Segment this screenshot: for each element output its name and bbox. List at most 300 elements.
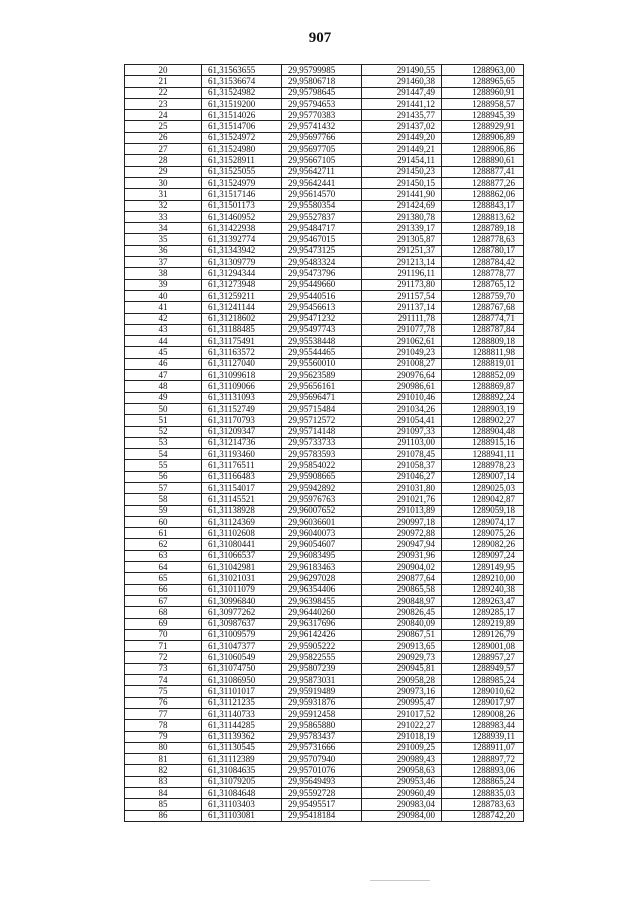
longitude-cell: 29,95696471 [282,392,362,403]
latitude-cell: 61,31079205 [202,776,282,787]
latitude-cell: 61,30996840 [202,595,282,606]
point-number-cell: 79 [125,731,202,742]
longitude-cell: 29,95642441 [282,177,362,188]
x-coordinate-cell: 291111,78 [362,313,442,324]
y-coordinate-cell: 1288941,11 [442,449,524,460]
y-coordinate-cell: 1288985,24 [442,675,524,686]
x-coordinate-cell: 291103,00 [362,437,442,448]
table-row [125,324,524,335]
latitude-cell: 61,30987637 [202,618,282,629]
x-coordinate-cell: 291034,26 [362,403,442,414]
y-coordinate-cell: 1288983,44 [442,720,524,731]
y-coordinate-cell: 1288789,18 [442,223,524,234]
point-number-cell: 54 [125,449,202,460]
latitude-cell: 61,31066537 [202,550,282,561]
point-number-cell: 33 [125,211,202,222]
longitude-cell: 29,95473796 [282,268,362,279]
latitude-cell: 61,31188485 [202,324,282,335]
point-number-cell: 59 [125,505,202,516]
point-number-cell: 44 [125,336,202,347]
point-number-cell: 53 [125,437,202,448]
longitude-cell: 29,95580354 [282,200,362,211]
table-row [125,686,524,697]
point-number-cell: 25 [125,121,202,132]
table-row [125,697,524,708]
y-coordinate-cell: 1288957,27 [442,652,524,663]
y-coordinate-cell: 1289285,17 [442,607,524,618]
x-coordinate-cell: 290984,00 [362,810,442,821]
longitude-cell: 29,95449660 [282,279,362,290]
latitude-cell: 61,31514706 [202,121,282,132]
table-row [125,788,524,799]
y-coordinate-cell: 1288949,57 [442,663,524,674]
table-row [125,302,524,313]
longitude-cell: 29,96297028 [282,573,362,584]
table-row [125,381,524,392]
latitude-cell: 61,31524972 [202,132,282,143]
point-number-cell: 26 [125,132,202,143]
latitude-cell: 61,31047377 [202,641,282,652]
x-coordinate-cell: 290973,16 [362,686,442,697]
point-number-cell: 39 [125,279,202,290]
x-coordinate-cell: 291018,19 [362,731,442,742]
latitude-cell: 61,31170793 [202,415,282,426]
table-row [125,742,524,753]
table-row [125,731,524,742]
longitude-cell: 29,95471232 [282,313,362,324]
table-row [125,516,524,527]
longitude-cell: 29,95854022 [282,460,362,471]
table-row [125,370,524,381]
longitude-cell: 29,95697766 [282,132,362,143]
table-row [125,720,524,731]
longitude-cell: 29,95806718 [282,76,362,87]
y-coordinate-cell: 1288813,62 [442,211,524,222]
point-number-cell: 71 [125,641,202,652]
y-coordinate-cell: 1288965,65 [442,76,524,87]
point-number-cell: 24 [125,110,202,121]
x-coordinate-cell: 291013,89 [362,505,442,516]
point-number-cell: 36 [125,245,202,256]
point-number-cell: 31 [125,189,202,200]
x-coordinate-cell: 291441,90 [362,189,442,200]
y-coordinate-cell: 1288843,17 [442,200,524,211]
longitude-cell: 29,96007652 [282,505,362,516]
table-row [125,460,524,471]
latitude-cell: 61,31343942 [202,245,282,256]
point-number-cell: 41 [125,302,202,313]
latitude-cell: 61,31519200 [202,98,282,109]
longitude-cell: 29,95807239 [282,663,362,674]
y-coordinate-cell: 1288852,09 [442,370,524,381]
latitude-cell: 61,31144285 [202,720,282,731]
table-row [125,336,524,347]
x-coordinate-cell: 290877,64 [362,573,442,584]
longitude-cell: 29,95484717 [282,223,362,234]
latitude-cell: 61,31392774 [202,234,282,245]
x-coordinate-cell: 291021,76 [362,494,442,505]
y-coordinate-cell: 1288906,86 [442,144,524,155]
longitude-cell: 29,95495517 [282,799,362,810]
point-number-cell: 85 [125,799,202,810]
x-coordinate-cell: 290997,18 [362,516,442,527]
table-row [125,629,524,640]
latitude-cell: 61,31011079 [202,584,282,595]
y-coordinate-cell: 1289007,14 [442,471,524,482]
latitude-cell: 61,31145521 [202,494,282,505]
longitude-cell: 29,96317696 [282,618,362,629]
longitude-cell: 29,95919489 [282,686,362,697]
point-number-cell: 86 [125,810,202,821]
y-coordinate-cell: 1288960,91 [442,87,524,98]
point-number-cell: 81 [125,754,202,765]
coordinates-table [124,64,524,822]
latitude-cell: 61,31524979 [202,177,282,188]
table-row [125,200,524,211]
longitude-cell: 29,95908665 [282,471,362,482]
longitude-cell: 29,96142426 [282,629,362,640]
longitude-cell: 29,95798645 [282,87,362,98]
point-number-cell: 56 [125,471,202,482]
x-coordinate-cell: 291450,23 [362,166,442,177]
latitude-cell: 61,31501173 [202,200,282,211]
point-number-cell: 65 [125,573,202,584]
x-coordinate-cell: 290995,47 [362,697,442,708]
table-row [125,528,524,539]
x-coordinate-cell: 291078,45 [362,449,442,460]
longitude-cell: 29,95794653 [282,98,362,109]
x-coordinate-cell: 290989,43 [362,754,442,765]
table-row [125,166,524,177]
point-number-cell: 42 [125,313,202,324]
longitude-cell: 29,95544465 [282,347,362,358]
y-coordinate-cell: 1289042,87 [442,494,524,505]
y-coordinate-cell: 1288939,11 [442,731,524,742]
y-coordinate-cell: 1288890,61 [442,155,524,166]
x-coordinate-cell: 291437,02 [362,121,442,132]
y-coordinate-cell: 1288774,71 [442,313,524,324]
x-coordinate-cell: 290945,81 [362,663,442,674]
table-row [125,426,524,437]
longitude-cell: 29,96054607 [282,539,362,550]
longitude-cell: 29,96036601 [282,516,362,527]
table-row [125,110,524,121]
latitude-cell: 61,31241144 [202,302,282,313]
point-number-cell: 80 [125,742,202,753]
table-row [125,539,524,550]
latitude-cell: 61,31080441 [202,539,282,550]
latitude-cell: 61,31103081 [202,810,282,821]
latitude-cell: 61,31193460 [202,449,282,460]
point-number-cell: 78 [125,720,202,731]
point-number-cell: 68 [125,607,202,618]
y-coordinate-cell: 1288835,03 [442,788,524,799]
point-number-cell: 83 [125,776,202,787]
table-row [125,776,524,787]
latitude-cell: 61,31154017 [202,482,282,493]
y-coordinate-cell: 1289008,26 [442,708,524,719]
latitude-cell: 61,31528911 [202,155,282,166]
table-row [125,505,524,516]
y-coordinate-cell: 1288911,07 [442,742,524,753]
x-coordinate-cell: 291097,33 [362,426,442,437]
latitude-cell: 61,31460952 [202,211,282,222]
longitude-cell: 29,95783593 [282,449,362,460]
point-number-cell: 77 [125,708,202,719]
point-number-cell: 75 [125,686,202,697]
y-coordinate-cell: 1289097,24 [442,550,524,561]
table-row [125,618,524,629]
table-row [125,234,524,245]
point-number-cell: 52 [125,426,202,437]
y-coordinate-cell: 1288767,68 [442,302,524,313]
x-coordinate-cell: 291157,54 [362,290,442,301]
x-coordinate-cell: 291441,12 [362,98,442,109]
y-coordinate-cell: 1288787,84 [442,324,524,335]
longitude-cell: 29,95697705 [282,144,362,155]
table-row [125,765,524,776]
x-coordinate-cell: 291017,52 [362,708,442,719]
point-number-cell: 48 [125,381,202,392]
latitude-cell: 61,31140733 [202,708,282,719]
y-coordinate-cell: 1288897,72 [442,754,524,765]
y-coordinate-cell: 1289025,03 [442,482,524,493]
latitude-cell: 61,31214736 [202,437,282,448]
longitude-cell: 29,95623589 [282,370,362,381]
longitude-cell: 29,95642711 [282,166,362,177]
latitude-cell: 61,31163572 [202,347,282,358]
table-row [125,87,524,98]
longitude-cell: 29,95770383 [282,110,362,121]
y-coordinate-cell: 1288811,98 [442,347,524,358]
x-coordinate-cell: 290904,02 [362,562,442,573]
longitude-cell: 29,95873031 [282,675,362,686]
point-number-cell: 30 [125,177,202,188]
x-coordinate-cell: 290913,65 [362,641,442,652]
y-coordinate-cell: 1288903,19 [442,403,524,414]
x-coordinate-cell: 291196,11 [362,268,442,279]
table-row [125,641,524,652]
latitude-cell: 61,31074750 [202,663,282,674]
x-coordinate-cell: 291049,23 [362,347,442,358]
x-coordinate-cell: 291251,37 [362,245,442,256]
table-row [125,449,524,460]
longitude-cell: 29,95473125 [282,245,362,256]
point-number-cell: 73 [125,663,202,674]
table-row [125,482,524,493]
y-coordinate-cell: 1288759,70 [442,290,524,301]
x-coordinate-cell: 291010,46 [362,392,442,403]
y-coordinate-cell: 1289149,95 [442,562,524,573]
latitude-cell: 61,31130545 [202,742,282,753]
latitude-cell: 61,31138928 [202,505,282,516]
table-row [125,121,524,132]
table-row [125,358,524,369]
x-coordinate-cell: 291058,37 [362,460,442,471]
longitude-cell: 29,95707940 [282,754,362,765]
y-coordinate-cell: 1288862,06 [442,189,524,200]
longitude-cell: 29,96183463 [282,562,362,573]
y-coordinate-cell: 1288765,12 [442,279,524,290]
x-coordinate-cell: 291450,15 [362,177,442,188]
page-number: 907 [308,30,332,46]
latitude-cell: 61,31152749 [202,403,282,414]
latitude-cell: 61,31124369 [202,516,282,527]
longitude-cell: 29,95592728 [282,788,362,799]
point-number-cell: 72 [125,652,202,663]
longitude-cell: 29,95560010 [282,358,362,369]
longitude-cell: 29,95440516 [282,290,362,301]
latitude-cell: 61,31127040 [202,358,282,369]
longitude-cell: 29,95865880 [282,720,362,731]
latitude-cell: 61,31009579 [202,629,282,640]
latitude-cell: 61,31175491 [202,336,282,347]
x-coordinate-cell: 291031,80 [362,482,442,493]
point-number-cell: 50 [125,403,202,414]
longitude-cell: 29,96440260 [282,607,362,618]
longitude-cell: 29,96354406 [282,584,362,595]
point-number-cell: 69 [125,618,202,629]
latitude-cell: 61,31021031 [202,573,282,584]
x-coordinate-cell: 290976,64 [362,370,442,381]
x-coordinate-cell: 291454,11 [362,155,442,166]
point-number-cell: 45 [125,347,202,358]
table-row [125,562,524,573]
table-row [125,675,524,686]
x-coordinate-cell: 291490,55 [362,65,442,76]
latitude-cell: 61,31525055 [202,166,282,177]
x-coordinate-cell: 290953,46 [362,776,442,787]
point-number-cell: 82 [125,765,202,776]
y-coordinate-cell: 1288892,24 [442,392,524,403]
point-number-cell: 29 [125,166,202,177]
table-row [125,471,524,482]
table-row [125,415,524,426]
y-coordinate-cell: 1288742,20 [442,810,524,821]
table-row [125,290,524,301]
latitude-cell: 61,31086950 [202,675,282,686]
longitude-cell: 29,95733733 [282,437,362,448]
latitude-cell: 61,31102608 [202,528,282,539]
x-coordinate-cell: 291077,78 [362,324,442,335]
longitude-cell: 29,95715484 [282,403,362,414]
x-coordinate-cell: 290929,73 [362,652,442,663]
longitude-cell: 29,95701076 [282,765,362,776]
x-coordinate-cell: 291054,41 [362,415,442,426]
table-row [125,279,524,290]
table-row [125,573,524,584]
longitude-cell: 29,95783437 [282,731,362,742]
x-coordinate-cell: 290958,28 [362,675,442,686]
longitude-cell: 29,95712572 [282,415,362,426]
longitude-cell: 29,95799985 [282,65,362,76]
latitude-cell: 61,31422938 [202,223,282,234]
y-coordinate-cell: 1289210,00 [442,573,524,584]
table-row [125,584,524,595]
table-row [125,211,524,222]
table-row [125,494,524,505]
table-row [125,132,524,143]
x-coordinate-cell: 290840,09 [362,618,442,629]
point-number-cell: 84 [125,788,202,799]
y-coordinate-cell: 1288904,48 [442,426,524,437]
point-number-cell: 64 [125,562,202,573]
longitude-cell: 29,95538448 [282,336,362,347]
table-row [125,652,524,663]
table-row [125,810,524,821]
table-row [125,347,524,358]
y-coordinate-cell: 1289082,26 [442,539,524,550]
point-number-cell: 21 [125,76,202,87]
longitude-cell: 29,95667105 [282,155,362,166]
y-coordinate-cell: 1289074,17 [442,516,524,527]
longitude-cell: 29,96083495 [282,550,362,561]
x-coordinate-cell: 291449,21 [362,144,442,155]
longitude-cell: 29,95497743 [282,324,362,335]
y-coordinate-cell: 1288877,41 [442,166,524,177]
x-coordinate-cell: 291424,69 [362,200,442,211]
y-coordinate-cell: 1289263,47 [442,595,524,606]
table-row [125,799,524,810]
y-coordinate-cell: 1289126,79 [442,629,524,640]
y-coordinate-cell: 1288778,63 [442,234,524,245]
table-row [125,76,524,87]
latitude-cell: 61,31524982 [202,87,282,98]
latitude-cell: 61,31563655 [202,65,282,76]
latitude-cell: 61,31099618 [202,370,282,381]
point-number-cell: 55 [125,460,202,471]
y-coordinate-cell: 1288963,00 [442,65,524,76]
point-number-cell: 49 [125,392,202,403]
table-row [125,268,524,279]
x-coordinate-cell: 290960,49 [362,788,442,799]
x-coordinate-cell: 291449,20 [362,132,442,143]
point-number-cell: 28 [125,155,202,166]
point-number-cell: 46 [125,358,202,369]
x-coordinate-cell: 291380,78 [362,211,442,222]
y-coordinate-cell: 1288915,16 [442,437,524,448]
longitude-cell: 29,95931876 [282,697,362,708]
point-number-cell: 67 [125,595,202,606]
longitude-cell: 29,95741432 [282,121,362,132]
x-coordinate-cell: 290958,63 [362,765,442,776]
y-coordinate-cell: 1288819,01 [442,358,524,369]
y-coordinate-cell: 1288945,39 [442,110,524,121]
x-coordinate-cell: 291046,27 [362,471,442,482]
point-number-cell: 57 [125,482,202,493]
table-row [125,550,524,561]
y-coordinate-cell: 1288978,23 [442,460,524,471]
latitude-cell: 61,31084635 [202,765,282,776]
x-coordinate-cell: 290947,94 [362,539,442,550]
table-row [125,663,524,674]
y-coordinate-cell: 1289240,38 [442,584,524,595]
coordinates-table-body [125,65,524,822]
latitude-cell: 61,31218602 [202,313,282,324]
point-number-cell: 61 [125,528,202,539]
longitude-cell: 29,96398455 [282,595,362,606]
longitude-cell: 29,95467015 [282,234,362,245]
latitude-cell: 61,31112389 [202,754,282,765]
x-coordinate-cell: 290867,51 [362,629,442,640]
longitude-cell: 29,95905222 [282,641,362,652]
y-coordinate-cell: 1288783,63 [442,799,524,810]
point-number-cell: 74 [125,675,202,686]
y-coordinate-cell: 1288865,24 [442,776,524,787]
x-coordinate-cell: 291008,27 [362,358,442,369]
latitude-cell: 61,31517146 [202,189,282,200]
table-row [125,392,524,403]
